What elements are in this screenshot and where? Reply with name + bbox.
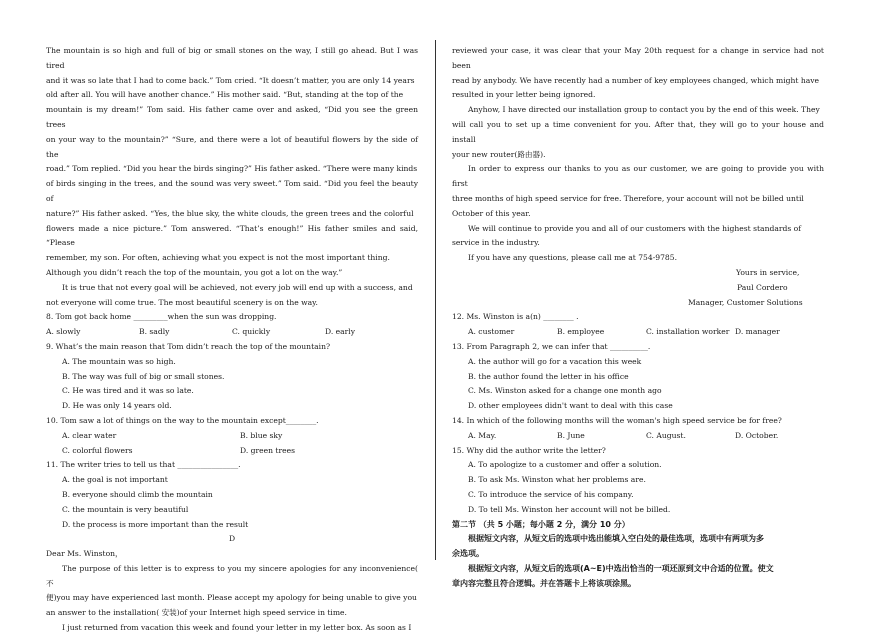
- option: D. manager: [735, 327, 780, 337]
- option: A. clear water: [62, 430, 117, 440]
- option: C. Ms. Winston asked for a change one month ago: [468, 386, 662, 396]
- letter-greeting: Dear Ms. Winston，: [46, 549, 123, 559]
- instruction-line: 根据短文内容，从短文后的选项中选出能填入空白处的最佳选项，选项中有两项为多: [468, 534, 764, 544]
- option: B. To ask Ms. Winston what her problems are.: [468, 475, 646, 485]
- option: D. the process is more important than the result: [62, 519, 249, 529]
- letter-line: reviewed your case, it was clear that your May 20th request for a change in service had not been: [452, 46, 824, 70]
- option: A. customer: [468, 327, 515, 337]
- question-14: 14. In which of the following months will the woman's high speed service be for free?: [452, 415, 782, 425]
- story-line: The mountain is so high and full of big or small stones on the way, I still go ahead. But I was tired: [46, 46, 418, 70]
- option: C. colorful flowers: [62, 445, 133, 455]
- option: C. August.: [646, 430, 686, 440]
- option: D. green trees: [240, 445, 295, 455]
- letter-line: your new router(路由器).: [452, 149, 546, 159]
- option: C. To introduce the service of his company.: [468, 489, 634, 499]
- passage-label: D: [228, 534, 236, 544]
- option: D. October.: [735, 430, 779, 440]
- instruction-line: 章内容完整且符合逻辑。并在答题卡上将该项涂黑。: [452, 578, 636, 588]
- question-8-options: [46, 325, 418, 340]
- option: A. slowly: [46, 327, 81, 337]
- option: B. The way was full of big or small stones.: [62, 371, 225, 381]
- story-line: Although you didn’t reach the top of the mountain, you got a lot on the way.”: [46, 267, 343, 277]
- option: B. the author found the letter in his office: [468, 371, 629, 381]
- option: B. June: [557, 430, 585, 440]
- option: C. the mountain is very beautiful: [62, 504, 189, 514]
- option: C. He was tired and it was so late.: [62, 386, 194, 396]
- letter-line: I just returned from vacation this week and found your letter in my letter box. As soon as I: [62, 623, 412, 633]
- letter-line: service in the industry.: [452, 238, 540, 248]
- conclusion-line: It is true that not every goal will be achieved, not every job will end up with a success, and: [62, 282, 413, 292]
- question-15: 15. Why did the author write the letter?: [452, 445, 606, 455]
- instruction-line: 根据短文内容，从短文后的选项(A~E)中选出恰当的一项还原到文中合适的位置。使文: [468, 563, 774, 573]
- option: C. quickly: [232, 327, 271, 337]
- letter-line: Anyhow, I have directed our installation group to contact you by the end of this week. They: [468, 105, 820, 115]
- question-14-options: [452, 429, 824, 444]
- story-line: on your way to the mountain?” “Sure, and there were a lot of beautiful flowers by the side of the: [46, 134, 418, 159]
- signature-closing: Yours in service,: [736, 267, 800, 277]
- option: D. other employees didn't want to deal with this case: [468, 401, 673, 411]
- option: A. To apologize to a customer and offer a solution.: [468, 460, 662, 470]
- story-line: and it was so late that I had to come back.” Tom cried. “It doesn’t matter, you are only 14 years: [46, 75, 415, 85]
- letter-line: The purpose of this letter is to express to you my sincere apologies for any inconvenience( 不: [46, 563, 418, 588]
- right-column: [452, 44, 824, 591]
- story-line: nature?” His father asked. “Yes, the blue sky, the white clouds, the green trees and the colorful: [46, 208, 414, 218]
- letter-line: We will continue to provide you and all of our customers with the highest standards of: [468, 223, 802, 233]
- story-line: flowers made a nice picture.” Tom answered. “That’s enough!” His father smiles and said, “Please: [46, 223, 418, 248]
- signature-name: Paul Cordero: [737, 282, 788, 292]
- letter-line: will call you to set up a time convenient for you. After that, they will go to your house and install: [452, 119, 824, 144]
- option: D. He was only 14 years old.: [62, 401, 172, 411]
- question-10-options: [46, 444, 418, 459]
- letter-line: an answer to the installation( 安装)of your Internet high speed service in time.: [46, 608, 347, 618]
- letter-line: 便)you may have experienced last month. Please accept my apology for being unable to give you: [46, 593, 417, 603]
- question-8: 8. Tom got back home _________when the sun was dropping.: [46, 312, 277, 322]
- question-11: 11. The writer tries to tell us that ________________.: [46, 460, 241, 470]
- question-9: 9. What’s the main reason that Tom didn’t reach the top of the mountain?: [46, 341, 331, 351]
- question-12-options: [452, 325, 824, 340]
- letter-line: resulted in your letter being ignored.: [452, 90, 596, 100]
- option: B. blue sky: [240, 430, 283, 440]
- option: B. everyone should climb the mountain: [62, 489, 213, 499]
- question-12: 12. Ms. Winston is a(n) ________ .: [452, 312, 579, 322]
- letter-line: read by anybody. We have recently had a number of key employees changed, which might have: [452, 75, 820, 85]
- story-line: mountain is my dream!” Tom said. His father came over and asked, “Did you see the green trees: [46, 105, 418, 129]
- question-13: 13. From Paragraph 2, we can infer that __________.: [452, 341, 651, 351]
- story-line: of birds singing in the trees, and the sound was very sweet.” Tom said. “Did you feel the beauty of: [46, 179, 418, 203]
- option: A. The mountain was so high.: [62, 356, 176, 366]
- option: A. the author will go for a vacation this week: [468, 356, 642, 366]
- instruction-line: 余选项。: [452, 549, 484, 559]
- question-10: 10. Tom saw a lot of things on the way to the mountain except________.: [46, 415, 319, 425]
- letter-line: If you have any questions, please call me at 754-9785.: [468, 253, 678, 263]
- story-line: old after all. You will have another chance.” His mother said. “But, standing at the top of the: [46, 90, 404, 100]
- column-divider: [435, 40, 436, 560]
- option: C. installation worker: [646, 327, 730, 337]
- story-line: road.” Tom replied. “Did you hear the birds singing?” His father asked. “There were many kinds: [46, 164, 418, 174]
- letter-line: October of this year.: [452, 208, 531, 218]
- option: A. May.: [468, 430, 497, 440]
- signature-title: Manager, Customer Solutions: [688, 297, 803, 307]
- option: D. early: [325, 327, 356, 337]
- story-line: remember, my son. For often, achieving what you expect is not the most important thing.: [46, 253, 390, 263]
- letter-line: In order to express our thanks to you as our customer, we are going to provide you with first: [452, 164, 824, 189]
- option: A. the goal is not important: [62, 475, 168, 485]
- left-column: [46, 44, 418, 636]
- option: B. sadly: [139, 327, 170, 337]
- option: B. employee: [557, 327, 605, 337]
- question-10-options: [46, 429, 418, 444]
- conclusion-line: not everyone will come true. The most beautiful scenery is on the way.: [46, 297, 318, 307]
- option: D. To tell Ms. Winston her account will not be billed.: [468, 504, 671, 514]
- section-heading: 第二节 （共 5 小题；每小题 2 分，满分 10 分）: [452, 519, 630, 529]
- letter-line: three months of high speed service for free. Therefore, your account will not be billed until: [452, 193, 804, 203]
